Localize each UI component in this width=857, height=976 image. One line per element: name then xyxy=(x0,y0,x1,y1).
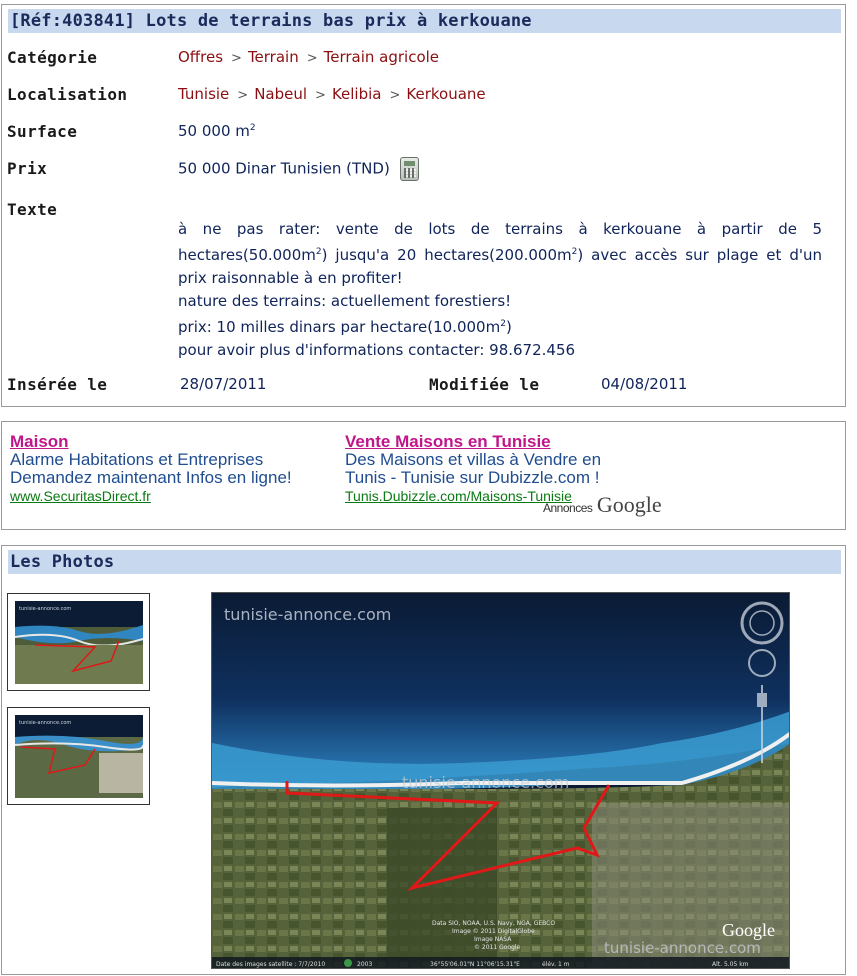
calculator-icon[interactable] xyxy=(400,157,419,181)
breadcrumb-kelibia[interactable]: Kelibia xyxy=(331,85,382,103)
svg-text:tunisie-annonce.com: tunisie-annonce.com xyxy=(19,606,72,612)
description-contact-line: pour avoir plus d'informations contacter: 98.672.456 xyxy=(178,341,576,359)
main-photo[interactable] xyxy=(211,592,790,969)
location-breadcrumb xyxy=(178,85,486,103)
modified-date: 04/08/2011 xyxy=(601,375,688,393)
svg-text:Image NASA: Image NASA xyxy=(474,936,512,943)
description-paragraph: à ne pas rater: vente de lots de terrains à kerkouane à partir de 5 $hectares(50.000m^2)$ jusqu'a 20 $hectares(200.000m^2)$ avec accès sur plage et d'un prix raisonnable à en profiter! xyxy=(178,220,822,287)
category-label: Catégorie xyxy=(7,48,98,67)
google-earth-logo: Google xyxy=(722,920,775,940)
svg-text:Image © 2011 DigitalGlobe: Image © 2011 DigitalGlobe xyxy=(452,928,535,935)
price-text: 50 000 Dinar Tunisien (TND) xyxy=(178,159,390,178)
breadcrumb-terrain-agricole[interactable]: Terrain agricole xyxy=(323,48,440,66)
svg-text:36°55'06.01"N 11°06'15.31"E: 36°55'06.01"N 11°06'15.31"E xyxy=(430,961,520,968)
ad-url-link[interactable]: www.SecuritasDirect.fr xyxy=(10,488,151,504)
watermark-bottom: tunisie-annonce.com xyxy=(604,939,761,957)
inserted-label: Insérée le xyxy=(7,375,108,394)
ads-by-google[interactable] xyxy=(543,492,662,518)
surface-value xyxy=(178,122,256,140)
photo-thumbnail-2[interactable] xyxy=(7,707,150,805)
ad-url-link[interactable]: Tunis.Dubizzle.com/Maisons-Tunisie xyxy=(345,488,572,504)
photos-title: Les Photos xyxy=(8,550,841,574)
breadcrumb-separator: > xyxy=(315,88,326,103)
breadcrumb-offres[interactable]: Offres xyxy=(178,48,224,66)
ad-title-link[interactable]: Maison xyxy=(10,432,69,451)
ad-text-line: Des Maisons et villas à Vendre en xyxy=(345,450,602,469)
inserted-date: 28/07/2011 xyxy=(180,375,267,393)
watermark-center: tunisie-annonce.com xyxy=(402,773,570,792)
surface-unit-sup: 2 xyxy=(249,123,256,133)
svg-text:Date des images satellite : 7/: Date des images satellite : 7/7/2010 xyxy=(216,961,326,968)
svg-text:2003: 2003 xyxy=(357,961,373,968)
ad-text-line: Demandez maintenant Infos en ligne! xyxy=(10,468,292,487)
google-logo: Google xyxy=(596,492,662,517)
price-label: Prix xyxy=(7,159,48,178)
location-label: Localisation xyxy=(7,85,128,104)
breadcrumb-separator: > xyxy=(389,88,401,103)
ad-title-link[interactable]: Vente Maisons en Tunisie xyxy=(345,432,551,451)
svg-text:Alt. 5.05 km: Alt. 5.05 km xyxy=(712,961,749,968)
breadcrumb-kerkouane[interactable]: Kerkouane xyxy=(406,85,486,103)
watermark-top: tunisie-annonce.com xyxy=(224,605,392,624)
description-line: nature des terrains: actuellement forestiers! xyxy=(178,292,512,310)
surface-number: 50 000 m xyxy=(178,122,250,140)
modified-label: Modifiée le xyxy=(429,375,540,394)
thumbnail-image xyxy=(15,715,143,798)
thumbnail-image xyxy=(15,601,143,684)
svg-text:élév. 1 m: élév. 1 m xyxy=(542,961,570,968)
listing-title: [Réf:403841] Lots de terrains bas prix à kerkouane xyxy=(8,9,841,33)
description-line: prix: 10 milles dinars par $hectare(10.000m^2)$ xyxy=(178,318,512,336)
ad-maison xyxy=(10,433,292,505)
breadcrumb-nabeul[interactable]: Nabeul xyxy=(254,85,308,103)
svg-text:Data SIO, NOAA, U.S. Navy, NGA: Data SIO, NOAA, U.S. Navy, NGA, GEBCO xyxy=(432,920,556,927)
breadcrumb-tunisie[interactable]: Tunisie xyxy=(178,85,230,103)
svg-text:tunisie-annonce.com: tunisie-annonce.com xyxy=(19,720,72,726)
annonces-label: Annonces xyxy=(543,501,593,515)
price-value xyxy=(178,157,419,181)
category-breadcrumb xyxy=(178,48,439,66)
svg-text:© 2011 Google: © 2011 Google xyxy=(474,944,521,951)
ad-text-line: Alarme Habitations et Entreprises xyxy=(10,450,264,469)
breadcrumb-separator: > xyxy=(231,51,242,66)
ad-text-line: Tunis - Tunisie sur Dubizzle.com ! xyxy=(345,468,600,487)
breadcrumb-terrain[interactable]: Terrain xyxy=(247,48,299,66)
description-text xyxy=(178,218,822,362)
breadcrumb-separator: > xyxy=(306,51,318,66)
text-label: Texte xyxy=(7,200,58,219)
surface-label: Surface xyxy=(7,122,78,141)
breadcrumb-separator: > xyxy=(237,88,249,103)
satellite-map-image xyxy=(212,593,790,969)
photo-thumbnail-1[interactable] xyxy=(7,593,150,691)
